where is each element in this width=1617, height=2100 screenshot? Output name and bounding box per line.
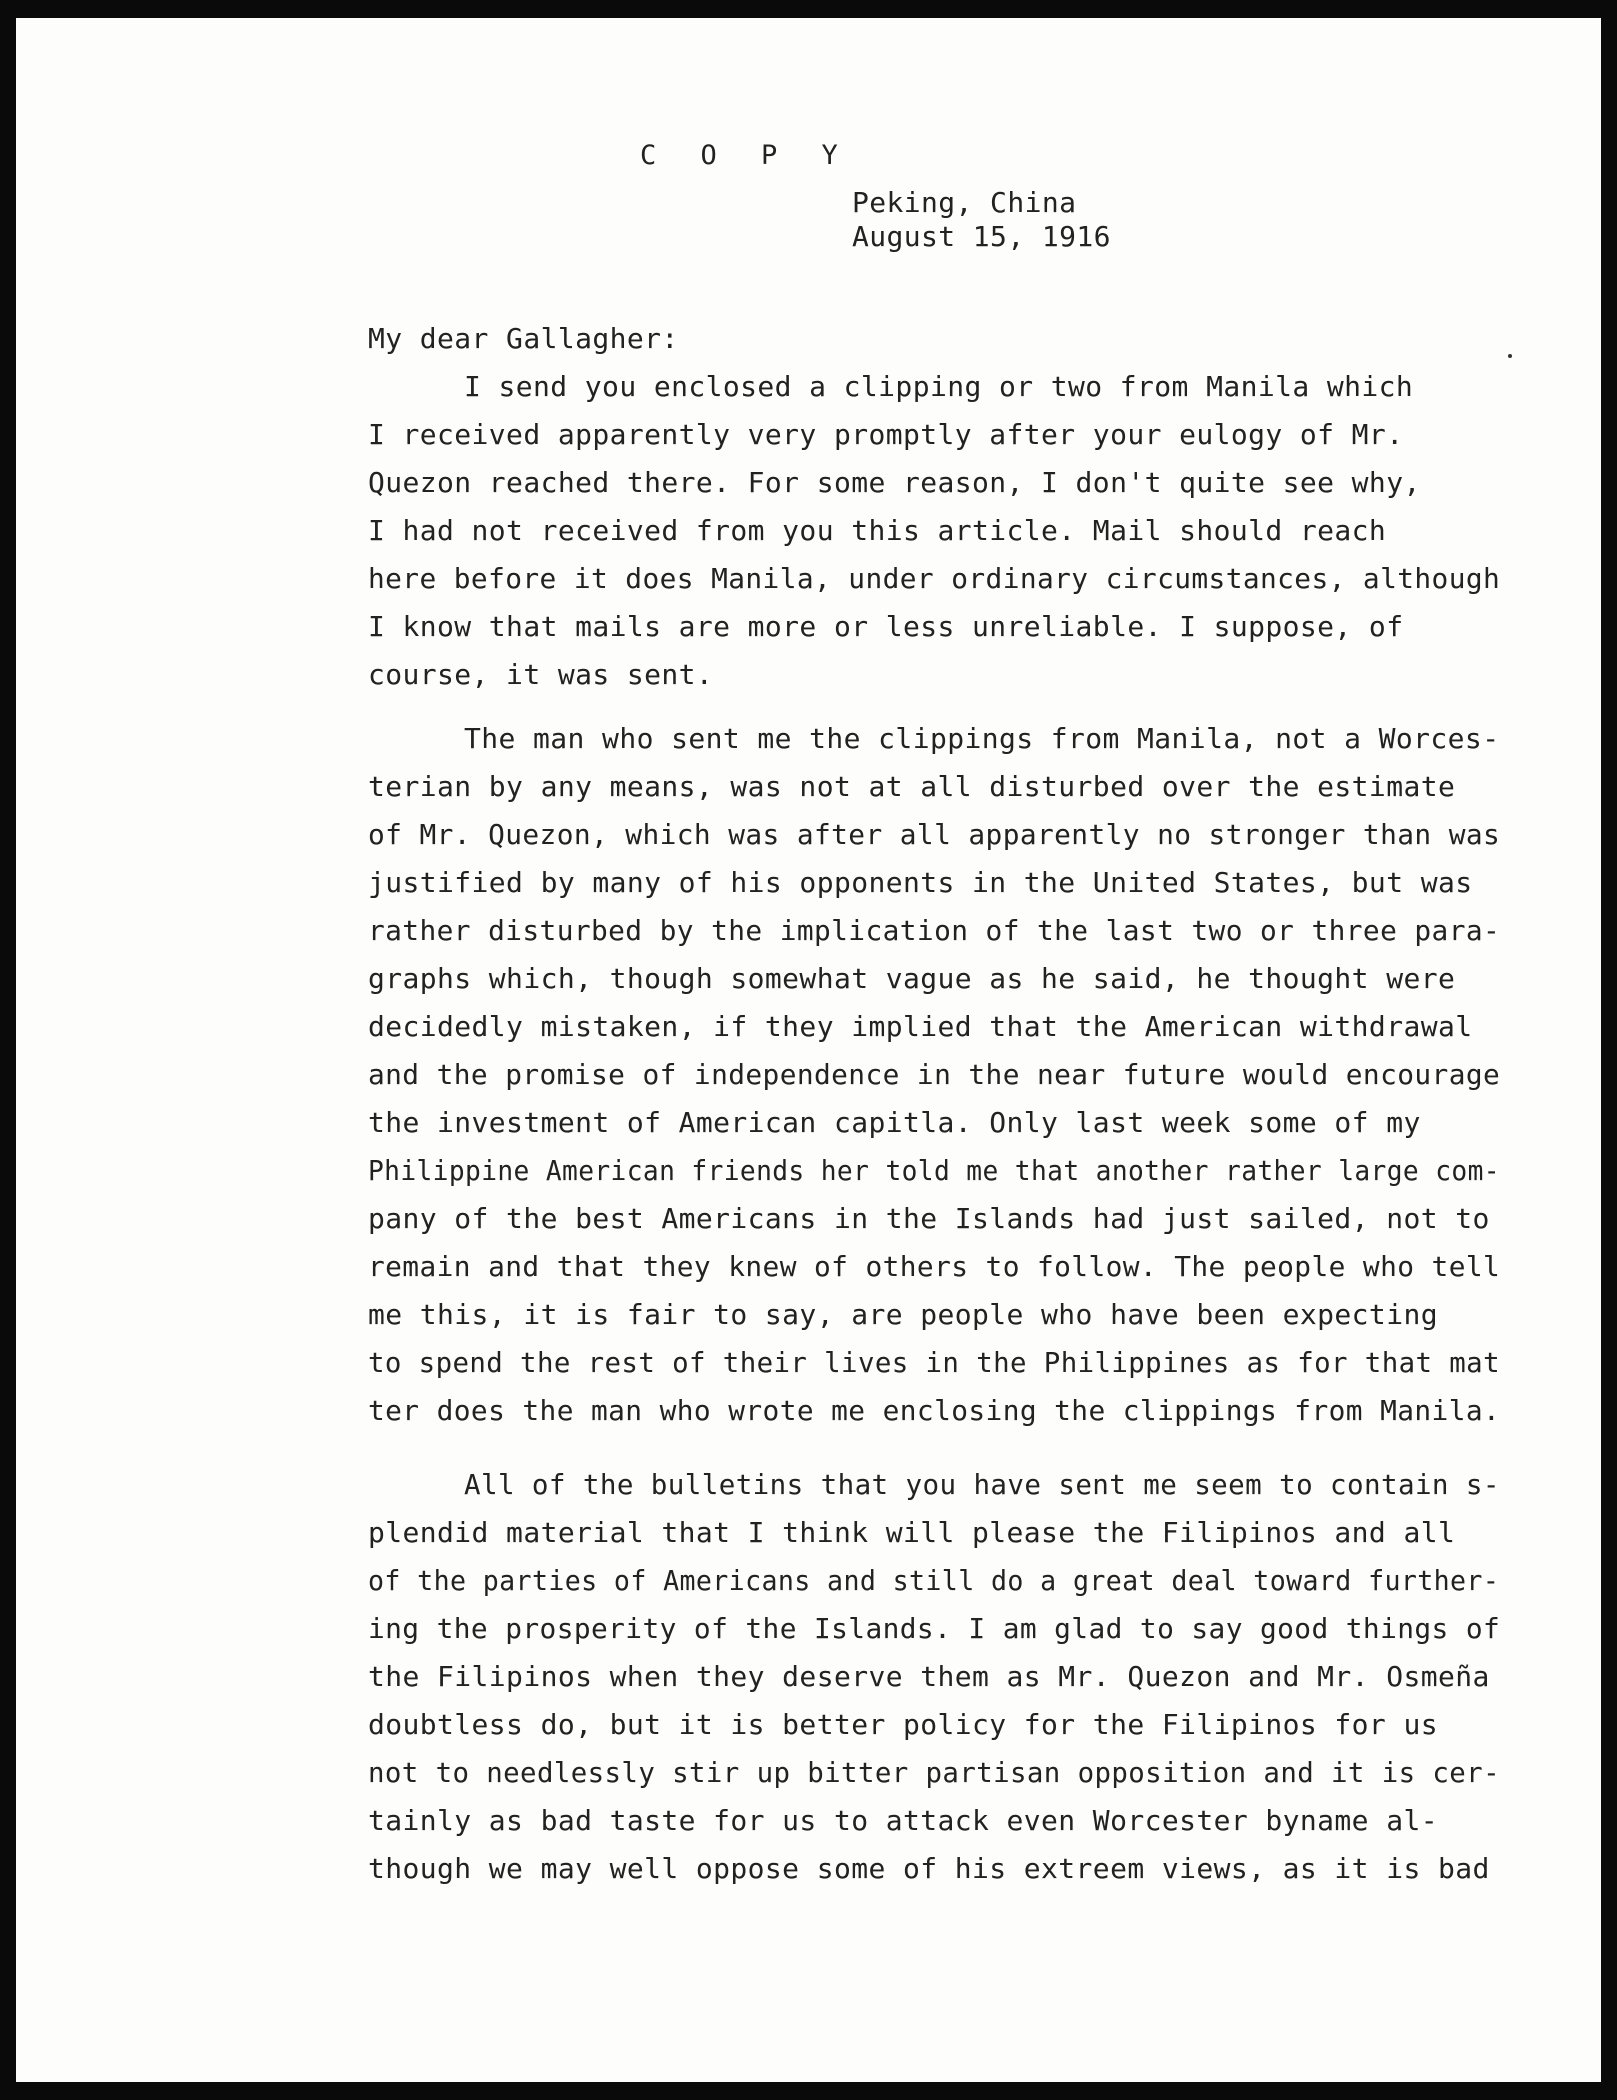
paragraph-1-line: I received apparently very promptly after your eulogy of Mr. — [368, 418, 1404, 451]
paragraph-2-line: remain and that they knew of others to follow. The people who tell — [368, 1250, 1501, 1283]
letter-date: August 15, 1916 — [852, 220, 1111, 253]
paragraph-3-line: plendid material that I think will please the Filipinos and all — [368, 1516, 1456, 1549]
paragraph-1-line: course, it was sent. — [368, 658, 714, 691]
paragraph-2-line: The man who sent me the clippings from Manila, not a Worces- — [464, 722, 1500, 755]
paragraph-2-line: me this, it is fair to say, are people who have been expecting — [368, 1298, 1438, 1331]
paragraph-1-line: I know that mails are more or less unreliable. I suppose, of — [368, 610, 1404, 643]
paragraph-1-line: Quezon reached there. For some reason, I don't quite see why, — [368, 466, 1421, 499]
paragraph-2-line: pany of the best Americans in the Islands had just sailed, not to — [368, 1202, 1490, 1235]
paragraph-3-line: doubtless do, but it is better policy for the Filipinos for us — [368, 1708, 1438, 1741]
paragraph-3-line: the Filipinos when they deserve them as Mr. Quezon and Mr. Osmeña — [368, 1660, 1490, 1693]
paper-speck — [1508, 354, 1512, 358]
salutation: My dear Gallagher: — [368, 322, 679, 355]
paragraph-2-line: and the promise of independence in the near future would encourage — [368, 1058, 1501, 1091]
paragraph-3-line: though we may well oppose some of his extreem views, as it is bad — [368, 1852, 1490, 1885]
paragraph-2-line: justified by many of his opponents in the United States, but was — [368, 866, 1473, 899]
paragraph-1-line: here before it does Manila, under ordinary circumstances, although — [368, 562, 1501, 595]
paragraph-3-line: tainly as bad taste for us to attack even Worcester byname al- — [368, 1804, 1438, 1837]
paragraph-3-line: ing the prosperity of the Islands. I am glad to say good things of — [368, 1612, 1501, 1645]
paragraph-3-line: All of the bulletins that you have sent me seem to contain s- — [464, 1468, 1500, 1501]
paragraph-2-line: Philippine American friends her told me that another rather large com- — [368, 1154, 1500, 1187]
paragraph-2-line: graphs which, though somewhat vague as he said, he thought were — [368, 962, 1456, 995]
paragraph-2-line: terian by any means, was not at all disturbed over the estimate — [368, 770, 1456, 803]
paragraph-2-line: decidedly mistaken, if they implied that the American withdrawal — [368, 1010, 1473, 1043]
paragraph-2-line: of Mr. Quezon, which was after all apparently no stronger than was — [368, 818, 1501, 851]
paragraph-2-line: ter does the man who wrote me enclosing the clippings from Manila. — [368, 1394, 1501, 1427]
paragraph-2-line: rather disturbed by the implication of the last two or three para- — [368, 914, 1501, 947]
paragraph-1-line: I had not received from you this article. Mail should reach — [368, 514, 1387, 547]
paragraph-3-line: not to needlessly stir up bitter partisan opposition and it is cer- — [368, 1756, 1500, 1789]
letter-place: Peking, China — [852, 186, 1077, 219]
copy-heading: C O P Y — [640, 140, 852, 171]
paragraph-2-line: the investment of American capitla. Only last week some of my — [368, 1106, 1421, 1139]
paragraph-3-line: of the parties of Americans and still do a great deal toward further- — [368, 1564, 1500, 1597]
paragraph-1-line: I send you enclosed a clipping or two from Manila which — [464, 370, 1414, 403]
paragraph-2-line: to spend the rest of their lives in the Philippines as for that mat — [368, 1346, 1500, 1379]
